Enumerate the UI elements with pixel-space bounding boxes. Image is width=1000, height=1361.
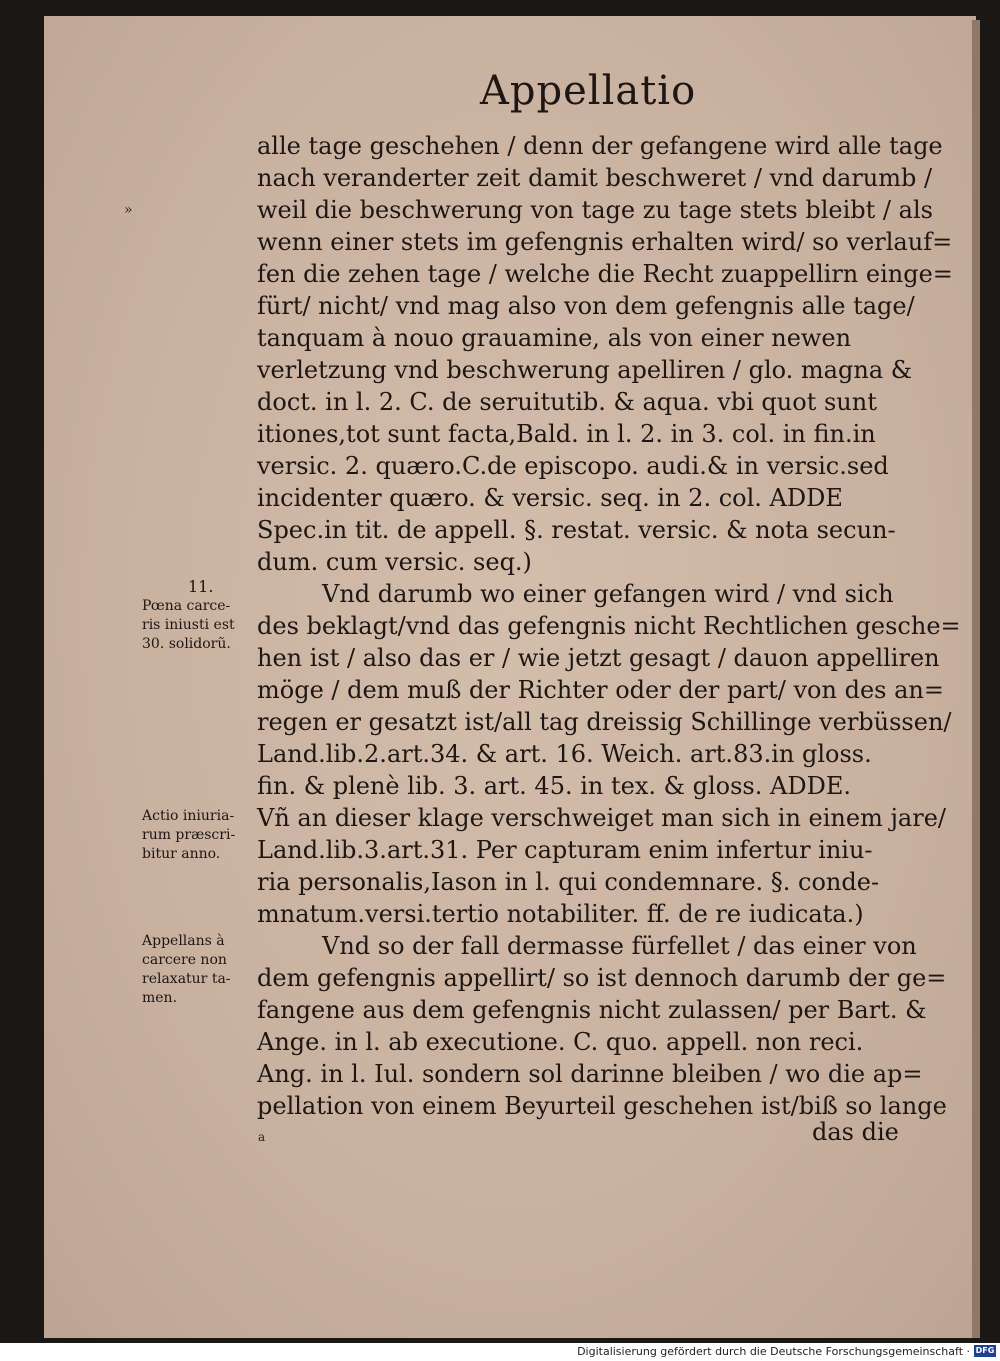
text-line: fangene aus dem gefengnis nicht zulassen/ per Bart. & (257, 996, 927, 1024)
dfg-logo: DFG (975, 1346, 995, 1355)
text-line: möge / dem muß der Richter oder der part/ von des an= (257, 676, 944, 704)
text-line: dum. cum versic. seq.) (257, 548, 532, 576)
text-line: Spec.in tit. de appell. §. restat. versic. & nota secun- (257, 516, 896, 544)
text-line: mnatum.versi.tertio notabiliter. ff. de re iudicata.) (257, 900, 864, 928)
text-line: dem gefengnis appellirt/ so ist dennoch darumb der ge= (257, 964, 947, 992)
margin-number: 11. (188, 577, 214, 596)
text-line: doct. in l. 2. C. de seruitutib. & aqua. vbi quot sunt (257, 388, 877, 416)
text-line: Vnd so der fall dermasse fürfellet / das einer von (322, 932, 917, 960)
catchword: das die (812, 1118, 899, 1146)
text-line: fürt/ nicht/ vnd mag also von dem gefengnis alle tage/ (257, 292, 915, 320)
text-line: pellation von einem Beyurteil geschehen ist/biß so lange (257, 1092, 947, 1120)
text-line: des beklagt/vnd das gefengnis nicht Rechtlichen gesche= (257, 612, 961, 640)
margin-note-1: Pœna carce- ris iniusti est 30. solidorũ. (142, 598, 235, 652)
text-line: Ange. in l. ab executione. C. quo. appell. non reci. (257, 1028, 864, 1056)
text-line: Land.lib.3.art.31. Per capturam enim infertur iniu- (257, 836, 873, 864)
dfg-credit: Digitalisierung gefördert durch die Deutsche Forschungsgemeinschaft · (577, 1345, 970, 1358)
text-line: verletzung vnd beschwerung apelliren / glo. magna & (257, 356, 913, 384)
text-line: nach veranderter zeit damit beschweret / vnd darumb / (257, 164, 933, 192)
text-line: alle tage geschehen / denn der gefangene wird alle tage (257, 132, 943, 160)
text-line: weil die beschwerung von tage zu tage stets bleibt / als (257, 196, 933, 224)
text-line: versic. 2. quæro.C.de episcopo. audi.& in versic.sed (257, 452, 889, 480)
running-head: Appellatio (480, 68, 697, 114)
text-line: Vñ an dieser klage verschweiget man sich in einem jare/ (257, 804, 946, 832)
text-line: regen er gesatzt ist/all tag dreissig Schillinge verbüssen/ (257, 708, 952, 736)
text-line: wenn einer stets im gefengnis erhalten wird/ so verlauf= (257, 228, 953, 256)
text-line: tanquam à nouo grauamine, als von einer newen (257, 324, 852, 352)
text-line: ria personalis,Iason in l. qui condemnare. §. conde- (257, 868, 880, 896)
text-line: fen die zehen tage / welche die Recht zuappellirn einge= (257, 260, 953, 288)
text-line: hen ist / also das er / wie jetzt gesagt / dauon appelliren (257, 644, 940, 672)
margin-note-2: Actio iniuria- rum præscri- bitur anno. (142, 808, 236, 862)
text-line: incidenter quæro. & versic. seq. in 2. col. ADDE (257, 484, 843, 512)
text-line: Vnd darumb wo einer gefangen wird / vnd sich (322, 580, 894, 608)
margin-note-3: Appellans à carcere non relaxatur ta- men. (142, 933, 231, 1006)
text-line: itiones,tot sunt facta,Bald. in l. 2. in 3. col. in fin.in (257, 420, 876, 448)
foot-mark: a (258, 1130, 266, 1144)
text-line: Ang. in l. Iul. sondern sol darinne bleiben / wo die ap= (257, 1060, 923, 1088)
text-line: fin. & plenè lib. 3. art. 45. in tex. & gloss. ADDE. (257, 772, 851, 800)
margin-mark: » (124, 202, 133, 218)
text-line: Land.lib.2.art.34. & art. 16. Weich. art.83.in gloss. (257, 740, 872, 768)
